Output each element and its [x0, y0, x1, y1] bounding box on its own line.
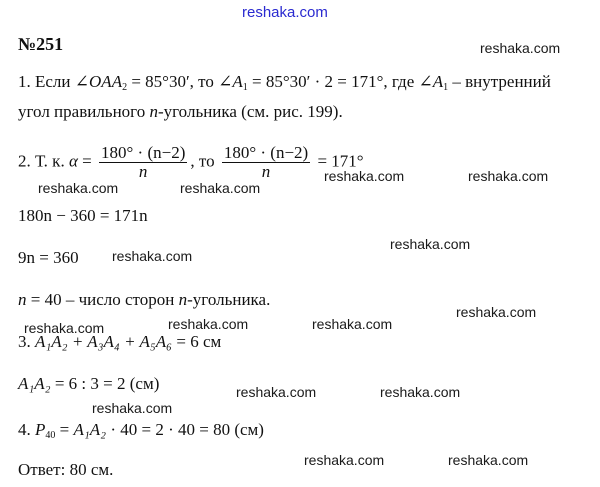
solution-line-8: 4. $P_{40} = A_1A_2 \cdot 40 = 2 \cdot 40 = 80$ (см): [18, 420, 264, 441]
watermark: reshaka.com: [468, 168, 549, 184]
solution-line-1: 1. Если $\angle OAA_2 = 85^\circ 30'$, то $\angle A_1 = 85^\circ 30' \cdot 2 = 171^\circ$, где $\angle A_1$ – внутренний: [18, 72, 551, 93]
watermark: reshaka.com: [456, 304, 537, 320]
watermark: reshaka.com: [448, 452, 529, 468]
watermark: reshaka.com: [180, 180, 261, 196]
answer: Ответ: 80 см.: [18, 460, 114, 479]
watermark: reshaka.com: [312, 316, 393, 332]
watermark: reshaka.com: [236, 384, 317, 400]
solution-line-2: 2. Т. к. α = $\frac{180^\circ \cdot (n-2)}{n}$ , то $\frac{180^\circ \cdot (n-2)}{n}$ = 171°: [18, 143, 364, 181]
fraction: $\frac{180^\circ \cdot (n-2)}{n}$: [223, 143, 309, 181]
watermark: reshaka.com: [168, 316, 249, 332]
solution-line-5: n = 40 – число сторон n-угольника.: [18, 290, 271, 309]
watermark: reshaka.com: [38, 180, 119, 196]
solution-line-6: 3. A₁A₂ + A₃A₄ + A₅A₆ = 6 см: [18, 332, 222, 351]
watermark: reshaka.com: [390, 236, 471, 252]
watermark: reshaka.com: [24, 320, 105, 336]
header-watermark: reshaka.com: [242, 4, 328, 21]
solution-line-3: 180n − 360 = 171n: [18, 206, 148, 225]
solution-line-4: 9n = 360: [18, 248, 79, 267]
watermark: reshaka.com: [324, 168, 405, 184]
watermark: reshaka.com: [112, 248, 193, 264]
watermark: reshaka.com: [480, 40, 561, 56]
watermark: reshaka.com: [304, 452, 385, 468]
solution-line-1b: угол правильного n-угольника (см. рис. 199).: [18, 102, 343, 121]
watermark: reshaka.com: [380, 384, 461, 400]
solution-line-7: A₁A₂ = 6 : 3 = 2 (см): [18, 374, 160, 393]
fraction: $\frac{180^\circ \cdot (n-2)}{n}$: [100, 143, 186, 181]
problem-number: №251: [18, 34, 64, 54]
watermark: reshaka.com: [92, 400, 173, 416]
